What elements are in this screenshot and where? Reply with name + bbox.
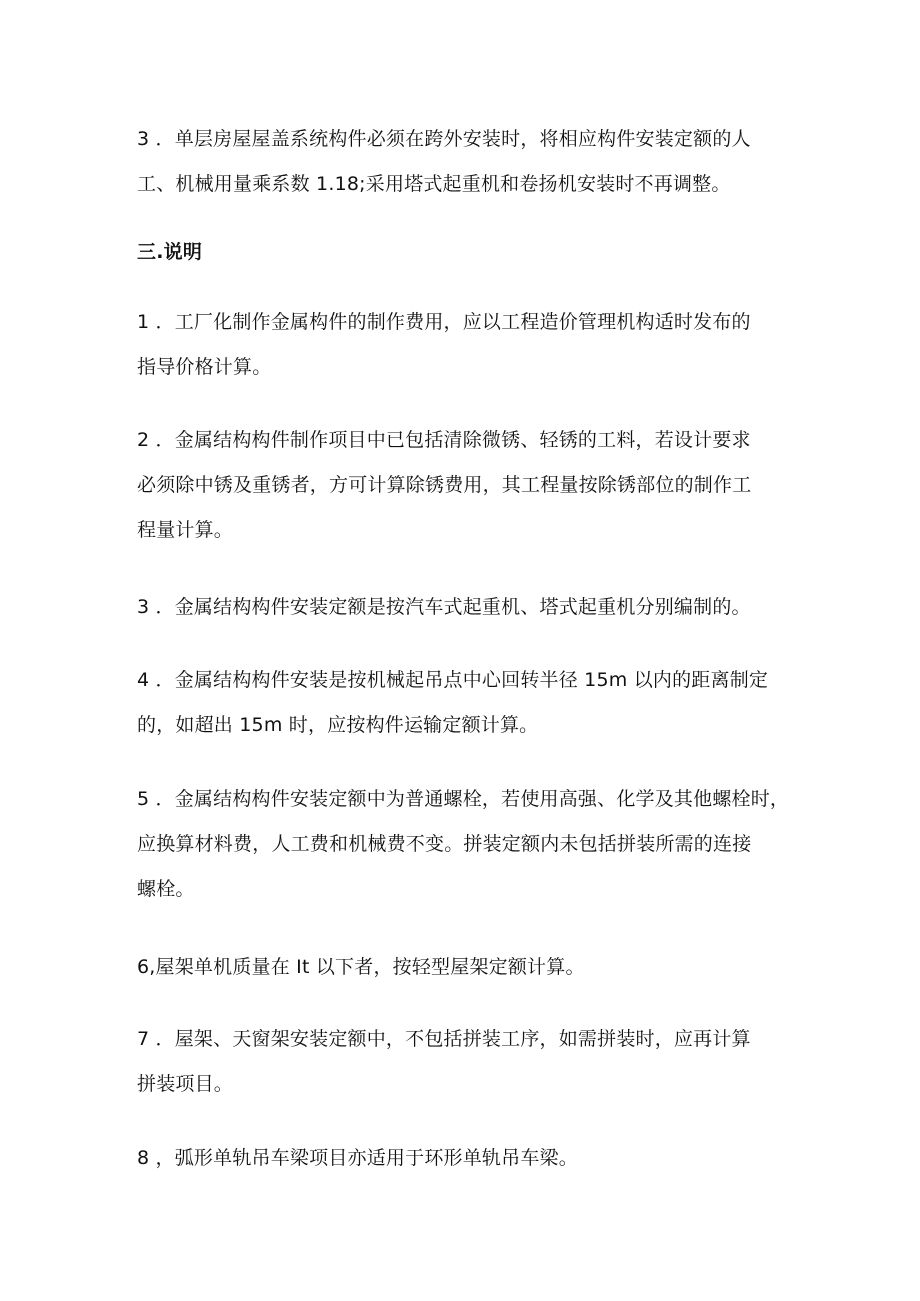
paragraph-7 [137,1017,797,1107]
paragraph-4 [137,658,797,748]
paragraph-6 [137,945,797,990]
text-line: 指导价格计算。 [137,356,272,378]
text-line: 2 ．金属结构构件制作项目中已包括清除微锈、轻锈的工料，若设计要求 [137,429,751,451]
text-line: 的，如超出 15m 时，应按构件运输定额计算。 [137,714,539,736]
section-heading [137,230,797,275]
heading-text: 三.说明 [137,241,203,263]
text-line: 螺栓。 [137,878,195,900]
text-line: 7 ．屋架、天窗架安装定额中，不包括拼装工序，如需拼装时，应再计算 [137,1028,751,1050]
paragraph-3 [137,585,797,630]
paragraph-3-roof-system [137,117,797,207]
text-line: 3 ．金属结构构件安装定额是按汽车式起重机、塔式起重机分别编制的。 [137,596,751,618]
text-line: 8 ，弧形单轨吊车梁项目亦适用于环形单轨吊车梁。 [137,1147,578,1169]
text-line: 必须除中锈及重锈者，方可计算除锈费用，其工程量按除锈部位的制作工 [137,474,752,496]
text-line: 应换算材料费，人工费和机械费不变。拼装定额内未包括拼装所需的连接 [137,833,752,855]
text-line: 5 ．金属结构构件安装定额中为普通螺栓，若使用高强、化学及其他螺栓时， [137,788,790,810]
text-line: 4 ．金属结构构件安装是按机械起吊点中心回转半径 15m 以内的距离制定 [137,669,769,691]
text-line: 6,屋架单机质量在 It 以下者，按轻型屋架定额计算。 [137,956,585,978]
text-line: 工、机械用量乘系数 1.18;采用塔式起重机和卷扬机安装时不再调整。 [137,173,731,195]
paragraph-5 [137,777,797,912]
paragraph-8 [137,1136,797,1181]
paragraph-1 [137,300,797,390]
text-line: 程量计算。 [137,519,234,541]
text-line: 拼装项目。 [137,1073,234,1095]
paragraph-2 [137,418,797,553]
text-line: 1 ．工厂化制作金属构件的制作费用，应以工程造价管理机构适时发布的 [137,311,751,333]
text-line: 3 ．单层房屋屋盖系统构件必须在跨外安装时，将相应构件安装定额的人 [137,128,751,150]
